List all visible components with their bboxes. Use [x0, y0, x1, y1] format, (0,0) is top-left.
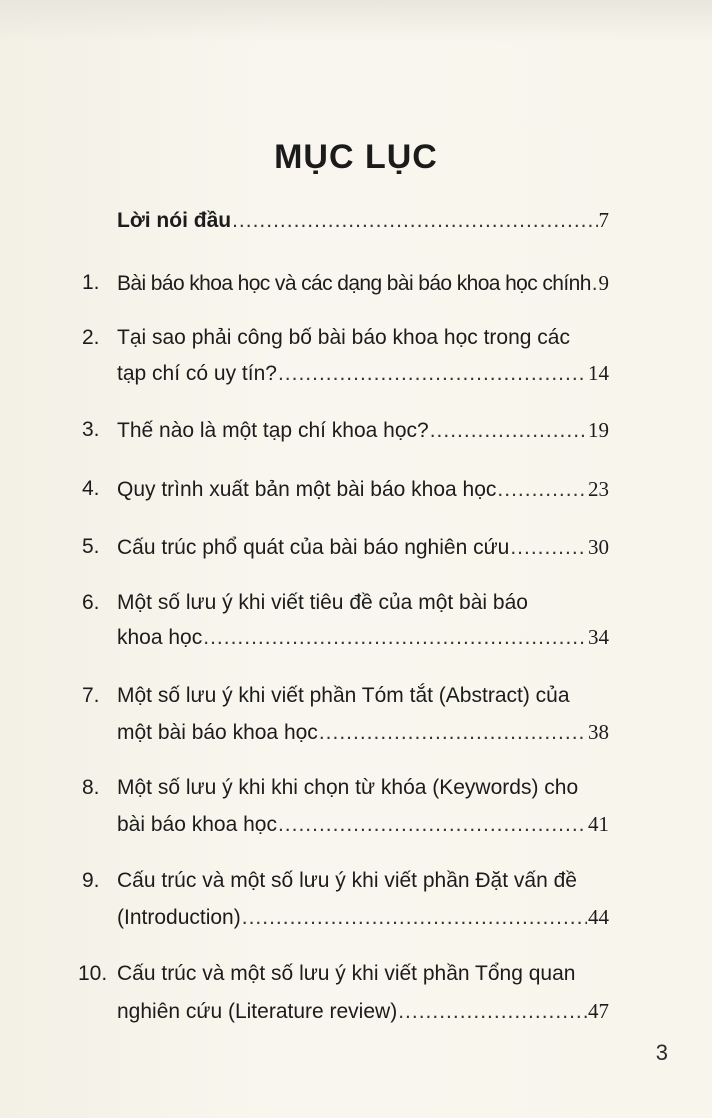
toc-entry-number: 4. [82, 477, 100, 500]
toc-entry-text: Cấu trúc và một số lưu ý khi viết phần Đặt vấn đề [117, 869, 577, 892]
page-number: 3 [655, 1040, 668, 1065]
toc-entry-number: 10. [78, 962, 108, 985]
toc-page-number: 38 [588, 720, 609, 744]
toc-line [117, 902, 609, 932]
toc-line [117, 205, 609, 235]
toc-entry-number: 2. [82, 326, 100, 349]
toc-entry-text: Một số lưu ý khi khi chọn từ khóa (Keywords) cho [117, 776, 579, 799]
toc-entry-text: Cấu trúc và một số lưu ý khi viết phần Tổng quan [117, 962, 576, 985]
toc-page-number: 30 [588, 535, 609, 559]
toc-page-number: 34 [588, 625, 609, 649]
toc-line [117, 809, 609, 839]
toc-entry-number: 6. [82, 591, 100, 614]
dot-leader [242, 903, 587, 933]
toc-entry-text: nghiên cứu (Literature review) [117, 1000, 398, 1023]
toc-page-number: 14 [588, 361, 609, 385]
toc-line [117, 622, 609, 652]
toc-page-number: 19 [588, 418, 609, 442]
toc-entry-number: 3. [82, 418, 100, 441]
toc-entry-text: khoa học [117, 626, 203, 649]
toc-line [117, 474, 609, 504]
dot-leader [203, 623, 587, 653]
toc-line [117, 588, 609, 618]
toc-line [117, 996, 609, 1026]
toc-entry-number: 9. [82, 869, 100, 892]
dot-leader [232, 206, 597, 236]
toc-entry-text: Một số lưu ý khi viết tiêu đề của một bài báo [117, 591, 528, 614]
toc-entry-text: tạp chí có uy tín? [117, 362, 277, 385]
toc-entry-text: Một số lưu ý khi viết phần Tóm tắt (Abstract) của [117, 684, 570, 707]
toc-line [117, 268, 609, 298]
dot-leader [592, 269, 598, 299]
dot-leader [510, 533, 587, 563]
toc-line [117, 959, 609, 989]
toc-line [117, 773, 609, 803]
page-top-shadow [0, 0, 712, 42]
toc-entry-text: bài báo khoa học [117, 813, 277, 836]
toc-entry-text: Thế nào là một tạp chí khoa học? [117, 419, 429, 442]
toc-page-number: 41 [588, 812, 609, 836]
toc-line [117, 532, 609, 562]
dot-leader [497, 475, 587, 505]
dot-leader [430, 416, 587, 446]
toc-entry-text: (Introduction) [117, 906, 241, 929]
dot-leader [398, 997, 587, 1027]
dot-leader [278, 359, 587, 389]
toc-entry-number: 5. [82, 535, 100, 558]
toc-entry-text: một bài báo khoa học [117, 721, 318, 744]
toc-entry-text: Cấu trúc phổ quát của bài báo nghiên cứu [117, 536, 510, 559]
page-title: MỤC LỤC [274, 138, 438, 176]
toc-entry-number: 1. [82, 271, 100, 294]
toc-entry-text: Bài báo khoa học và các dạng bài báo khoa học chính [117, 272, 591, 295]
toc-entry-number: 8. [82, 776, 100, 799]
toc-line [117, 415, 609, 445]
dot-leader [278, 810, 587, 840]
toc-entry-text: Quy trình xuất bản một bài báo khoa học [117, 478, 497, 501]
toc-page-number: 9 [598, 271, 609, 295]
dot-leader [319, 718, 587, 748]
toc-page-number: 23 [588, 477, 609, 501]
toc-line [117, 358, 609, 388]
toc-line [117, 717, 609, 747]
toc-line [117, 866, 609, 896]
toc-line [117, 323, 609, 353]
toc-entry-text: Tại sao phải công bố bài báo khoa học trong các [117, 326, 570, 349]
toc-page-number: 7 [598, 208, 609, 232]
toc-page-number: 47 [588, 999, 609, 1023]
toc-entry-number: 7. [82, 684, 100, 707]
toc-line [117, 681, 609, 711]
toc-entry-text: Lời nói đầu [117, 209, 232, 232]
toc-page-number: 44 [588, 905, 609, 929]
